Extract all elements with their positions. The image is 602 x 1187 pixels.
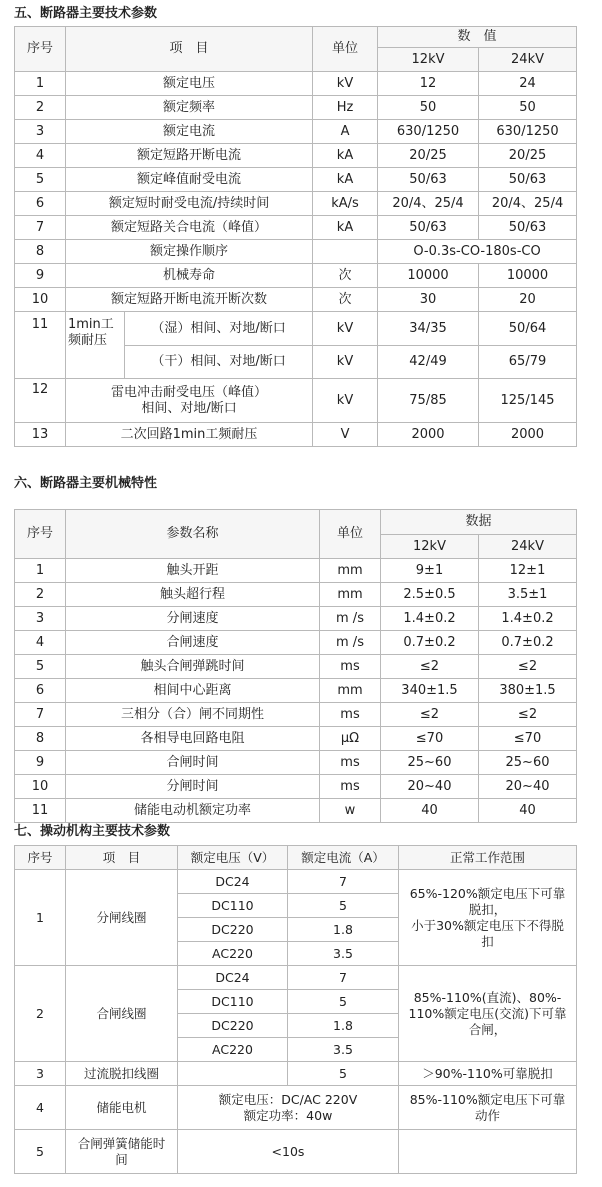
table-row	[15, 966, 577, 990]
row-seq: 3	[15, 1062, 66, 1086]
row-param: 相间中心距离	[66, 679, 320, 703]
table-row	[15, 379, 577, 423]
row-item: 过流脱扣线圈	[66, 1062, 178, 1086]
row-item-line: 相间、对地/断口	[141, 400, 237, 416]
range-line: 扣	[481, 933, 494, 949]
working-range	[399, 966, 577, 1062]
range-line: 合闸，	[468, 1021, 507, 1037]
header-seq: 序号	[15, 846, 66, 870]
row-seq: 2	[15, 96, 66, 120]
row-item: 合闸线圈	[66, 966, 178, 1062]
row-unit: kA	[313, 144, 378, 168]
row-param: 储能电动机额定功率	[66, 799, 320, 823]
row-unit: 次	[313, 264, 378, 288]
row-seq: 5	[15, 655, 66, 679]
row-24kv: 12±1	[479, 559, 577, 583]
header-item: 项 目	[66, 27, 313, 72]
row-seq: 13	[15, 423, 66, 447]
row-unit: ms	[320, 655, 381, 679]
row-unit: ms	[320, 775, 381, 799]
header-param: 参数名称	[66, 510, 320, 559]
row-12kv: 50/63	[378, 168, 479, 192]
header-unit: 单位	[313, 27, 378, 72]
row-12kv: 10000	[378, 264, 479, 288]
row-12kv: 12	[378, 72, 479, 96]
row-seq: 1	[15, 72, 66, 96]
row-12kv: 2000	[378, 423, 479, 447]
range-line: 110%额定电压(交流)下可靠	[408, 1005, 567, 1021]
row-item: 储能电机	[66, 1086, 178, 1130]
table-row	[15, 751, 577, 775]
table-row	[15, 607, 577, 631]
header-range: 正常工作范围	[399, 846, 577, 870]
header-24kv: 24kV	[479, 48, 577, 72]
power-frequency-group: 1min工频耐压	[66, 312, 125, 379]
table-row	[15, 559, 577, 583]
rated-current: 5	[288, 894, 399, 918]
row-seq: 3	[15, 607, 66, 631]
row-seq: 9	[15, 751, 66, 775]
row-seq: 4	[15, 631, 66, 655]
row-24kv: 10000	[479, 264, 577, 288]
row-item: （干）相间、对地/断口	[125, 346, 313, 379]
table-row	[15, 144, 577, 168]
rated-current: 3.5	[288, 1038, 399, 1062]
row-12kv: 34/35	[378, 312, 479, 346]
operating-mechanism-table	[14, 845, 577, 1174]
row-24kv: 2000	[479, 423, 577, 447]
row-seq: 7	[15, 703, 66, 727]
row-seq: 3	[15, 120, 66, 144]
table-row	[15, 679, 577, 703]
mechanical-characteristics-table	[14, 509, 577, 823]
table-row	[15, 312, 577, 346]
table-row	[15, 192, 577, 216]
row-unit: m /s	[320, 631, 381, 655]
rated-voltage: AC220	[178, 942, 288, 966]
row-seq: 11	[15, 799, 66, 823]
header-seq: 序号	[15, 510, 66, 559]
row-12kv: 25~60	[381, 751, 479, 775]
row-unit: ms	[320, 703, 381, 727]
row-12kv: 9±1	[381, 559, 479, 583]
row-unit: kV	[313, 312, 378, 346]
row-12kv: 20~40	[381, 775, 479, 799]
row-12kv: 2.5±0.5	[381, 583, 479, 607]
row-param: 合闸速度	[66, 631, 320, 655]
table-row	[15, 72, 577, 96]
table-row	[15, 799, 577, 823]
row-24kv: 1.4±0.2	[479, 607, 577, 631]
row-item: 额定电压	[66, 72, 313, 96]
row-unit: V	[313, 423, 378, 447]
row-24kv: 25~60	[479, 751, 577, 775]
row-seq: 8	[15, 727, 66, 751]
rated-voltage: DC24	[178, 870, 288, 894]
row-param: 三相分（合）闸不同期性	[66, 703, 320, 727]
row-24kv: ≤2	[479, 655, 577, 679]
table-row	[15, 1130, 577, 1174]
row-24kv: 50/63	[479, 216, 577, 240]
rated-current: 3.5	[288, 942, 399, 966]
rated-current: 7	[288, 870, 399, 894]
row-seq: 12	[15, 379, 66, 423]
row-param: 合闸时间	[66, 751, 320, 775]
row-24kv: 65/79	[479, 346, 577, 379]
row-item: 机械寿命	[66, 264, 313, 288]
row-unit: kA/s	[313, 192, 378, 216]
motor-spec	[178, 1086, 399, 1130]
range-line: 85%-110%额定电压下可靠	[409, 1091, 566, 1107]
table-row	[15, 775, 577, 799]
row-seq: 2	[15, 966, 66, 1062]
row-12kv: ≤2	[381, 655, 479, 679]
row-12kv: 50/63	[378, 216, 479, 240]
row-seq: 9	[15, 264, 66, 288]
row-seq: 6	[15, 679, 66, 703]
row-24kv: 50/64	[479, 312, 577, 346]
rated-current: 1.8	[288, 1014, 399, 1038]
row-item: 额定峰值耐受电流	[66, 168, 313, 192]
row-item: 额定操作顺序	[66, 240, 313, 264]
range-line: 动作	[474, 1107, 500, 1123]
row-12kv: 1.4±0.2	[381, 607, 479, 631]
table-row	[15, 168, 577, 192]
row-unit: ms	[320, 751, 381, 775]
header-12kv: 12kV	[378, 48, 479, 72]
row-unit: mm	[320, 559, 381, 583]
row-seq: 10	[15, 775, 66, 799]
row-seq: 2	[15, 583, 66, 607]
table-row	[15, 583, 577, 607]
range-line: 65%-120%额定电压下可靠	[409, 885, 566, 901]
row-seq: 1	[15, 870, 66, 966]
row-unit: w	[320, 799, 381, 823]
row-seq: 5	[15, 1130, 66, 1174]
motor-rated-voltage: 额定电压：DC/AC 220V	[218, 1091, 358, 1107]
row-24kv: 630/1250	[479, 120, 577, 144]
row-12kv: 20/4、25/4	[378, 192, 479, 216]
row-param: 触头超行程	[66, 583, 320, 607]
row-unit: 次	[313, 288, 378, 312]
table-row	[15, 240, 577, 264]
header-item: 项 目	[66, 846, 178, 870]
row-item-line: 雷电冲击耐受电压（峰值）	[111, 384, 268, 400]
row-unit: kV	[313, 346, 378, 379]
rated-current: 5	[288, 1062, 399, 1086]
row-item: 额定短路开断电流	[66, 144, 313, 168]
working-range	[399, 1086, 577, 1130]
row-unit: μΩ	[320, 727, 381, 751]
row-12kv: 630/1250	[378, 120, 479, 144]
row-seq: 11	[15, 312, 66, 379]
row-unit: kA	[313, 216, 378, 240]
working-range: ＞90%-110%可靠脱扣	[399, 1062, 577, 1086]
row-item	[66, 1130, 178, 1174]
table-row	[15, 216, 577, 240]
section5-title: 五、断路器主要技术参数	[14, 6, 158, 21]
rated-current: 5	[288, 990, 399, 1014]
rated-current: 1.8	[288, 918, 399, 942]
header-seq: 序号	[15, 27, 66, 72]
row-item: （湿）相间、对地/断口	[125, 312, 313, 346]
row-unit: A	[313, 120, 378, 144]
row-12kv: 42/49	[378, 346, 479, 379]
row-24kv: 50	[479, 96, 577, 120]
header-unit: 单位	[320, 510, 381, 559]
rated-parameters-table	[14, 26, 577, 447]
row-24kv: 125/145	[479, 379, 577, 423]
row-seq: 5	[15, 168, 66, 192]
row-24kv: ≤2	[479, 703, 577, 727]
table-row	[15, 655, 577, 679]
row-item: 额定短时耐受电流/持续时间	[66, 192, 313, 216]
motor-rated-power: 额定功率：40w	[243, 1107, 333, 1123]
row-24kv: 20/25	[479, 144, 577, 168]
rated-voltage: DC220	[178, 918, 288, 942]
table-row	[15, 703, 577, 727]
rated-voltage: DC110	[178, 990, 288, 1014]
row-24kv: 3.5±1	[479, 583, 577, 607]
row-12kv: 50	[378, 96, 479, 120]
range-line: 脱扣，	[468, 901, 507, 917]
row-12kv: ≤2	[381, 703, 479, 727]
working-range	[399, 870, 577, 966]
row-seq: 10	[15, 288, 66, 312]
section7-title: 七、操动机构主要技术参数	[14, 824, 171, 839]
row-item: 二次回路1min工频耐压	[66, 423, 313, 447]
row-12kv: 30	[378, 288, 479, 312]
range-line: 小于30%额定电压下不得脱	[411, 917, 564, 933]
row-unit: Hz	[313, 96, 378, 120]
row-seq: 4	[15, 144, 66, 168]
row-param: 触头合闸弹跳时间	[66, 655, 320, 679]
row-param: 分闸速度	[66, 607, 320, 631]
header-data: 数据	[381, 510, 577, 535]
table-row	[15, 1086, 577, 1130]
row-item: 额定短路开断电流开断次数	[66, 288, 313, 312]
row-24kv: ≤70	[479, 727, 577, 751]
row-seq: 7	[15, 216, 66, 240]
row-24kv: 20/4、25/4	[479, 192, 577, 216]
header-12kv: 12kV	[381, 535, 479, 559]
row-param: 触头开距	[66, 559, 320, 583]
row-seq: 6	[15, 192, 66, 216]
row-24kv: 380±1.5	[479, 679, 577, 703]
range-line: 85%-110%(直流)、80%-	[413, 989, 562, 1005]
header-24kv: 24kV	[479, 535, 577, 559]
row-24kv: 24	[479, 72, 577, 96]
spring-charging-time: <10s	[178, 1130, 399, 1174]
rated-voltage: DC110	[178, 894, 288, 918]
header-value: 数 值	[378, 27, 577, 48]
row-24kv: 20	[479, 288, 577, 312]
row-24kv: 20~40	[479, 775, 577, 799]
row-24kv: 40	[479, 799, 577, 823]
row-item: 额定频率	[66, 96, 313, 120]
rated-voltage	[178, 1062, 288, 1086]
row-item: 额定短路关合电流（峰值）	[66, 216, 313, 240]
working-range	[399, 1130, 577, 1174]
row-item-line: 合闸弹簧储能时	[77, 1135, 166, 1151]
row-12kv: ≤70	[381, 727, 479, 751]
row-12kv: 20/25	[378, 144, 479, 168]
table-row	[15, 96, 577, 120]
rated-voltage: AC220	[178, 1038, 288, 1062]
table-row	[15, 727, 577, 751]
table-row	[15, 120, 577, 144]
table-row	[15, 288, 577, 312]
section6-title: 六、断路器主要机械特性	[14, 476, 158, 491]
table-row	[15, 264, 577, 288]
header-voltage: 额定电压（V）	[178, 846, 288, 870]
rated-voltage: DC24	[178, 966, 288, 990]
rated-voltage: DC220	[178, 1014, 288, 1038]
operating-sequence: O-0.3s-CO-180s-CO	[378, 240, 577, 264]
row-unit	[313, 240, 378, 264]
row-12kv: 340±1.5	[381, 679, 479, 703]
row-seq: 1	[15, 559, 66, 583]
row-item: 额定电流	[66, 120, 313, 144]
table-row	[15, 631, 577, 655]
header-current: 额定电流（A）	[288, 846, 399, 870]
row-unit: kA	[313, 168, 378, 192]
row-param: 分闸时间	[66, 775, 320, 799]
row-12kv: 75/85	[378, 379, 479, 423]
table-row	[15, 423, 577, 447]
table-row	[15, 1062, 577, 1086]
row-24kv: 0.7±0.2	[479, 631, 577, 655]
row-seq: 8	[15, 240, 66, 264]
row-item-line: 间	[115, 1151, 128, 1167]
row-item: 分闸线圈	[66, 870, 178, 966]
row-unit: mm	[320, 679, 381, 703]
row-unit: m /s	[320, 607, 381, 631]
row-unit: mm	[320, 583, 381, 607]
row-seq: 4	[15, 1086, 66, 1130]
rated-current: 7	[288, 966, 399, 990]
row-12kv: 40	[381, 799, 479, 823]
row-unit: kV	[313, 72, 378, 96]
row-12kv: 0.7±0.2	[381, 631, 479, 655]
row-param: 各相导电回路电阻	[66, 727, 320, 751]
row-unit: kV	[313, 379, 378, 423]
row-item	[66, 379, 313, 423]
row-24kv: 50/63	[479, 168, 577, 192]
table-row	[15, 870, 577, 894]
